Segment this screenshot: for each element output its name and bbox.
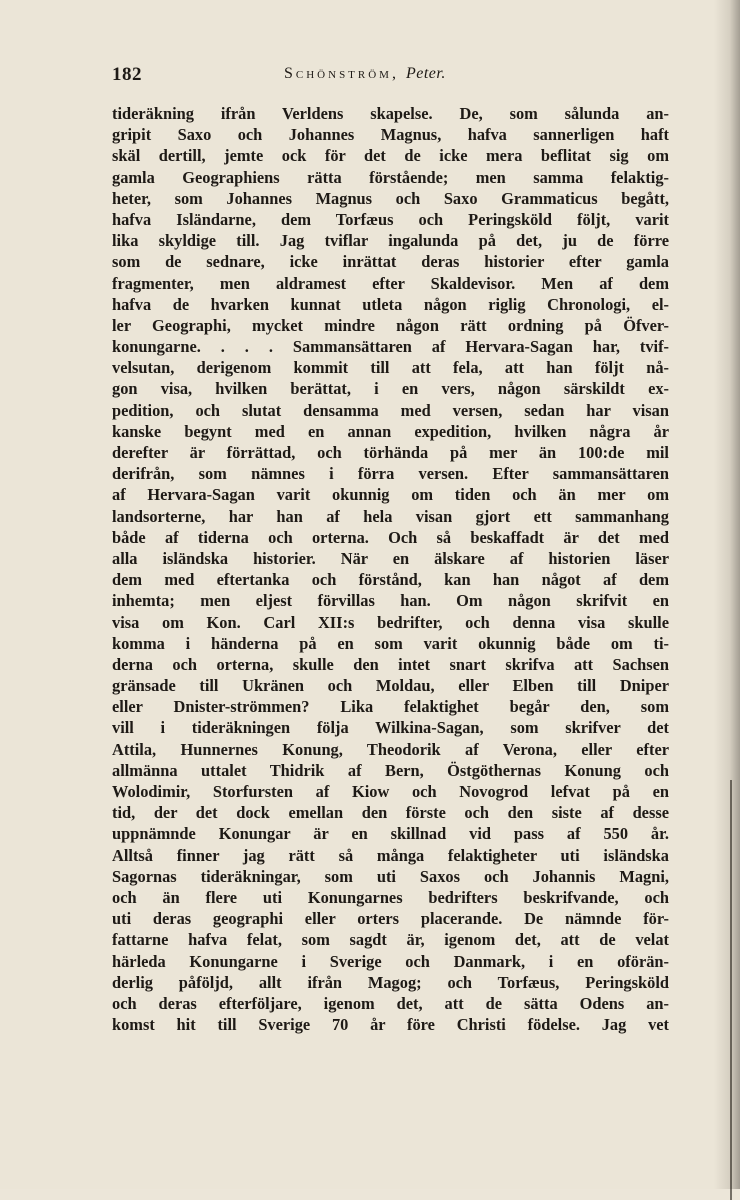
text-line: tid, der det dock emellan den förste och den siste af desse (112, 803, 669, 823)
running-head-author: Schönström (284, 65, 392, 82)
text-line: gon visa, hvilken berättat, i en vers, någon särskildt ex- (112, 379, 669, 399)
text-line: landsorterne, har han af hela visan gjort ett sammanhang (112, 506, 669, 526)
text-line: ler Geographi, mycket mindre någon rätt ordning på Öfver- (112, 315, 669, 335)
text-line: både af tiderna och orterna. Och så beskaffadt är det med (112, 527, 669, 547)
text-line: derlig påföljd, allt ifrån Magog; och Torfæus, Peringsköld (112, 972, 669, 992)
text-line: uppnämnde Konungar är en skillnad vid pass af 550 år. (112, 824, 669, 844)
text-line: gamla Geographiens rätta förstående; men samma felaktig- (112, 167, 669, 187)
page-edge-shadow (714, 0, 740, 1189)
text-line: derefter är förrättad, och törhända på mer än 100:de mil (112, 443, 669, 462)
text-line: härleda Konungarne i Sverige och Danmark, i en oförän- (112, 951, 669, 971)
text-line: tideräkning ifrån Verldens skapelse. De, som sålunda an- (112, 104, 669, 123)
text-line: allmänna uttalet Thidrik af Bern, Östgöthernas Konung och (112, 760, 669, 780)
text-line: lika skyldige till. Jag tviflar ingalunda på det, ju de förre (112, 231, 669, 251)
text-line: alla isländska historier. När en älskare af historien läser (112, 548, 669, 568)
text-line: af Hervara-Sagan varit okunnig om tiden och än mer om (112, 485, 669, 505)
running-head-separator: , (391, 65, 406, 82)
text-line: hafva de hvarken kunnat utleta någon riglig Chronologi, el- (112, 294, 669, 314)
text-line: heter, som Johannes Magnus och Saxo Grammaticus begått, (112, 188, 669, 208)
text-line: fragmenter, men aldramest efter Skaldevisor. Men af dem (112, 273, 669, 293)
text-line: visa om Kon. Carl XII:s bedrifter, och denna visa skulle (112, 612, 669, 632)
text-line: derifrån, som nämnes i förra versen. Efter sammansättaren (112, 464, 669, 484)
text-line: Wolodimir, Storfursten af Kiow och Novogrod lefvat på en (112, 782, 669, 801)
text-line: uti deras geographi eller orters placerande. De nämnde för- (112, 909, 669, 929)
text-line: inhemta; men eljest förvillas han. Om någon skrifvit en (112, 591, 669, 611)
text-line: hafva Isländarne, dem Torfæus och Peringsköld följt, varit (112, 209, 669, 229)
text-line: Alltså finner jag rätt så många felaktigheter uti isländska (112, 845, 669, 865)
text-line: skäl dertill, jemte ock för det de icke mera beflitat sig om (112, 146, 669, 166)
page-header (112, 64, 672, 86)
page-edge-line (730, 780, 732, 1200)
text-line: pedition, och slutat densamma med versen, sedan har visan (112, 400, 669, 420)
text-line: och deras efterföljare, igenom det, att de sätta Odens an- (112, 993, 669, 1013)
text-line: och än flere uti Konungarnes bedrifters beskrifvande, och (112, 887, 669, 907)
text-line: gränsade till Ukränen och Moldau, eller Elben till Dniper (112, 676, 669, 696)
text-line: som de sednare, icke inrättat deras historier efter gamla (112, 252, 669, 272)
text-line: eller Dnister-strömmen? Lika felaktighet begår den, som (112, 697, 669, 717)
running-head (284, 65, 446, 83)
text-line: komma i händerna på en som varit okunnig både om ti- (112, 633, 669, 653)
text-line: Attila, Hunnernes Konung, Theodorik af Verona, eller efter (112, 739, 669, 759)
text-line: kanske begynt med en annan expedition, hvilken några år (112, 421, 669, 441)
text-line: komst hit till Sverige 70 år före Christi födelse. Jag vet (112, 1015, 669, 1035)
text-line: Sagornas tideräkningar, som uti Saxos och Johannis Magni, (112, 866, 669, 886)
body-text (112, 103, 669, 1035)
text-line: derna och orterna, skulle den intet snart skrifva att Sachsen (112, 654, 669, 674)
text-line: fattarne hafva felat, som sagdt är, igenom det, att de velat (112, 930, 669, 950)
text-line: vill i tideräkningen följa Wilkina-Sagan, som skrifver det (112, 718, 669, 738)
page-number: 182 (112, 64, 142, 85)
running-head-name: Peter. (405, 65, 446, 82)
text-line: konungarne. . . . Sammansättaren af Hervara-Sagan har, tvif- (112, 337, 669, 357)
text-line: dem med eftertanka och förstånd, kan han något af dem (112, 570, 669, 590)
text-line: velsutan, derigenom kommit till att fela, att han följt nå- (112, 358, 669, 378)
text-line: gripit Saxo och Johannes Magnus, hafva sannerligen haft (112, 125, 669, 145)
